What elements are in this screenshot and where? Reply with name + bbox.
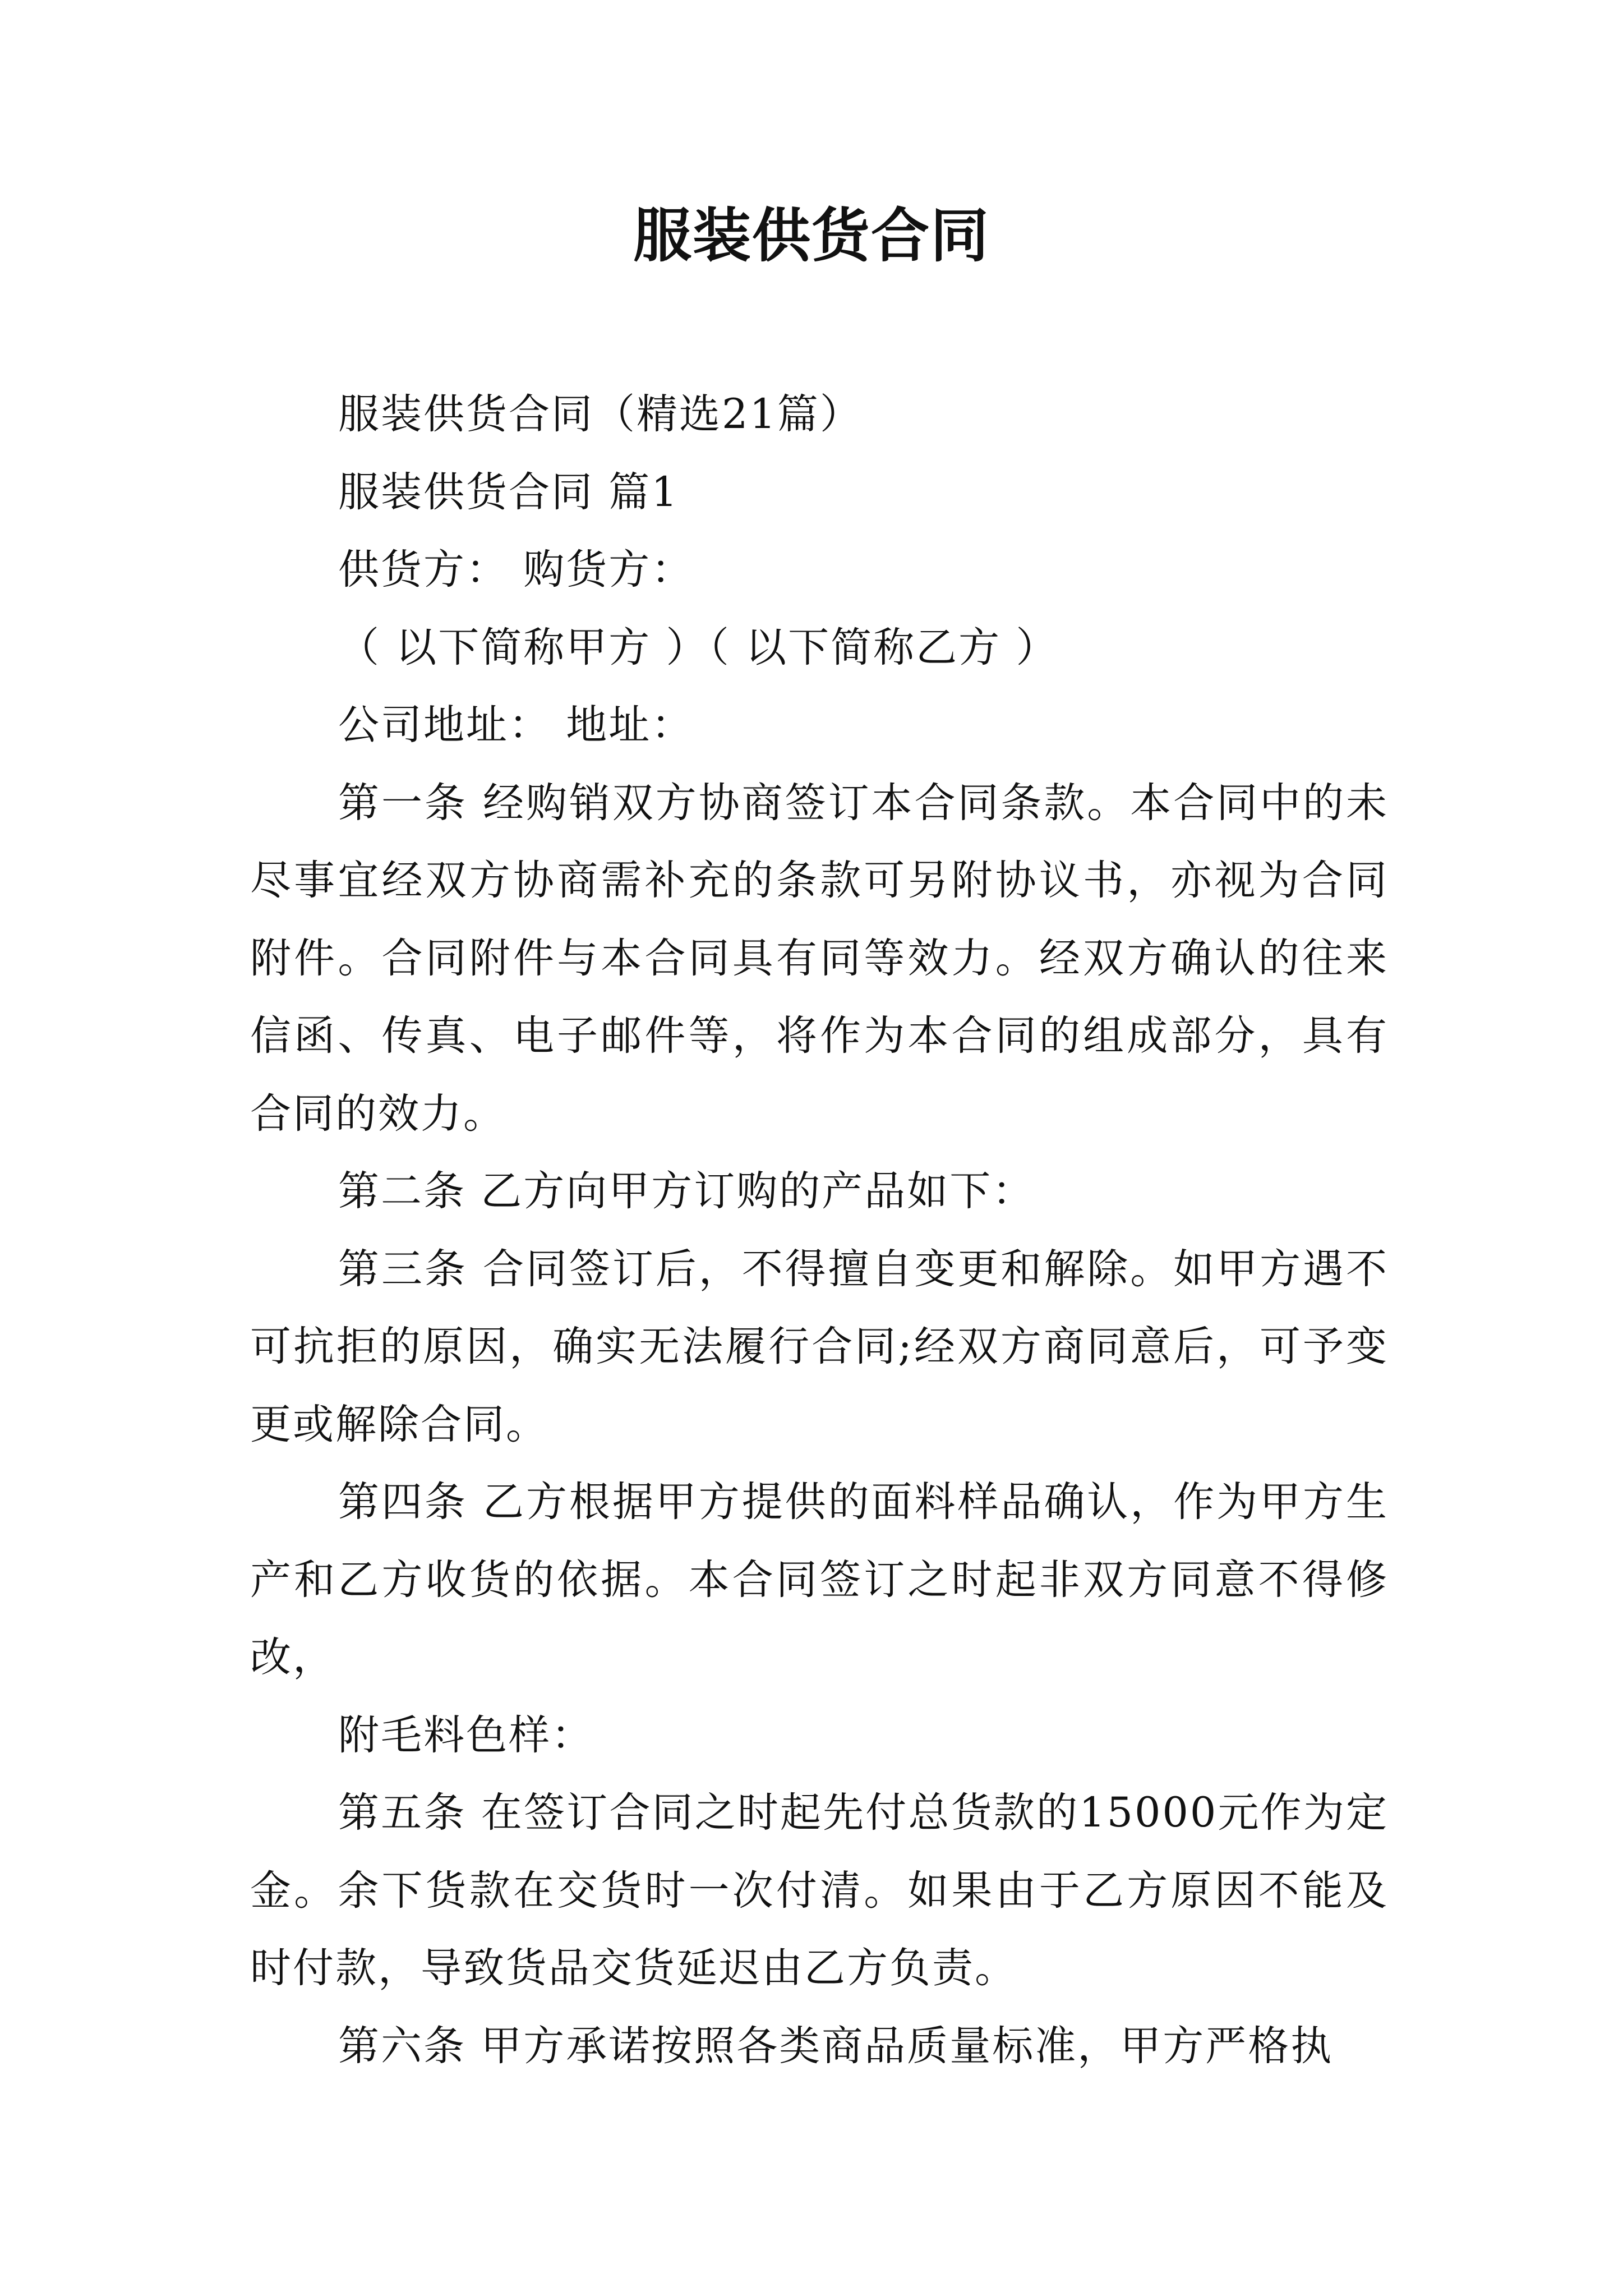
document-body <box>250 376 1389 2085</box>
address-line: 公司地址： 地址： <box>338 701 694 749</box>
article-4: 第四条 乙方根据甲方提供的面料样品确认，作为甲方生产和乙方收货的依据。本合同签订之时起非双方同意不得修改， <box>250 1478 1389 1681</box>
article-6: 第六条 甲方承诺按照各类商品质量标准，甲方严格执 <box>338 2022 1334 2070</box>
article-1: 第一条 经购销双方协商签订本合同条款。本合同中的未尽事宜经双方协商需补充的条款可另附协议书，亦视为合同附件。合同附件与本合同具有同等效力。经双方确认的往来信函、传真、电子邮件等，将作为本合同的组成部分，具有合同的效力。 <box>250 779 1389 1138</box>
abbreviation-line: （ 以下简称甲方 ）（ 以下简称乙方 ） <box>338 623 1059 671</box>
article-5: 第五条 在签订合同之时起先付总货款的15000元作为定金。余下货款在交货时一次付清。如果由于乙方原因不能及时付款，导致货品交货延迟由乙方负责。 <box>250 1789 1389 1992</box>
attachment-note: 附毛料色样： <box>338 1711 594 1759</box>
article-2: 第二条 乙方向甲方订购的产品如下： <box>338 1167 1035 1215</box>
document-heading: 服装供货合同（精选21篇） <box>338 390 863 438</box>
document-title: 服装供货合同 <box>633 201 990 270</box>
section-label: 服装供货合同 篇1 <box>338 468 679 516</box>
parties-line: 供货方： 购货方： <box>338 546 694 593</box>
article-3: 第三条 合同签订后，不得擅自变更和解除。如甲方遇不可抗拒的原因，确实无法履行合同;经双方商同意后，可予变更或解除合同。 <box>250 1245 1389 1448</box>
